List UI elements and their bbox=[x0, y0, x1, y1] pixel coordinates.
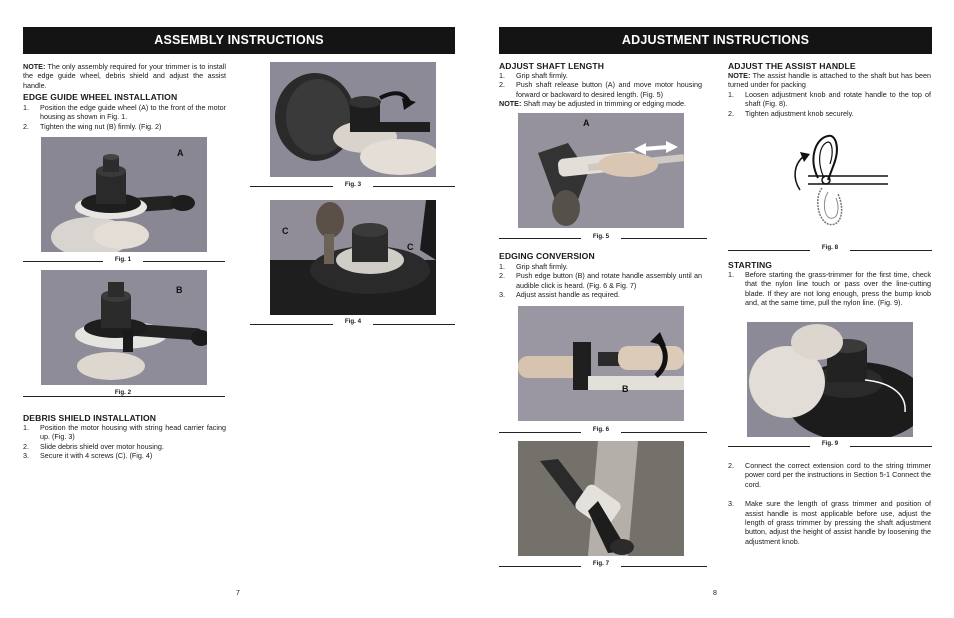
starting-steps bbox=[728, 270, 931, 308]
assist-handle-heading: ADJUST THE ASSIST HANDLE bbox=[728, 61, 856, 71]
list-item: 1. Grip shaft firmly. bbox=[499, 71, 568, 80]
list-item: 2. Slide debris shield over motor housing. bbox=[23, 441, 164, 451]
note-text: The assist handle is attached to the shaft but has been turned under for packing bbox=[728, 71, 931, 90]
list-item: 1. Loosen adjustment knob and rotate handle to the top of shaft (Fig. 8). bbox=[728, 90, 931, 109]
list-item: 3. Make sure the length of grass trimmer and position of assist handle is most applicable before use, adjust the length of grass trimmer by pressing the shaft adjustment button, adjust the height of assist handle by loosening the adjustment knob. bbox=[728, 499, 931, 546]
fig3-caption: Fig. 3 bbox=[333, 181, 373, 188]
list-item: 2. Push edge button (B) and rotate handle assembly until an audible click is heard. (Fig. 6 & Fig. 7) bbox=[499, 271, 702, 290]
starting-steps-continued bbox=[728, 461, 931, 546]
fig8-caption: Fig. 8 bbox=[810, 244, 850, 251]
fig4-caption: Fig. 4 bbox=[333, 318, 373, 325]
figure-7-image bbox=[518, 441, 684, 556]
figure-5-image bbox=[518, 113, 684, 228]
figure-8-diagram bbox=[788, 128, 888, 238]
fig2-label-b: B bbox=[176, 285, 183, 295]
note-text: The only assembly required for your trimmer is to install the edge guide wheel, debris shield and adjust the assist handle. bbox=[23, 62, 226, 90]
list-item: 1. Position the edge guide wheel (A) to the front of the motor housing as shown in Fig. 1. bbox=[23, 103, 226, 122]
edge-guide-steps bbox=[23, 103, 226, 131]
list-item: 3. Adjust assist handle as required. bbox=[499, 290, 620, 300]
debris-shield-heading: DEBRIS SHIELD INSTALLATION bbox=[23, 413, 157, 423]
figure-4-image bbox=[270, 200, 436, 315]
note-label: NOTE: bbox=[728, 71, 751, 80]
fig5-label-a: A bbox=[583, 118, 590, 128]
fig6-caption: Fig. 6 bbox=[581, 426, 621, 433]
fig1-label-a: A bbox=[177, 148, 184, 158]
assembly-note bbox=[23, 62, 226, 90]
starting-heading: STARTING bbox=[728, 260, 773, 270]
list-item: 2. Tighten the wing nut (B) firmly. (Fig. 2) bbox=[23, 121, 162, 131]
figure-3-image bbox=[270, 62, 436, 177]
adjustment-banner: ADJUSTMENT INSTRUCTIONS bbox=[499, 27, 932, 54]
edge-guide-heading: EDGE GUIDE WHEEL INSTALLATION bbox=[23, 92, 178, 102]
list-item: 1. Before starting the grass-trimmer for the first time, check that the nylon line touch or pass over the line-cutting blade. If they are not long enough, press the bump knob and, at the same time, pull the nylon line. (Fig. 9). bbox=[728, 270, 931, 308]
assembly-banner: ASSEMBLY INSTRUCTIONS bbox=[23, 27, 455, 54]
list-item: 2. Tighten adjustment knob securely. bbox=[728, 108, 854, 118]
debris-shield-steps bbox=[23, 423, 226, 461]
fig6-label-b: B bbox=[622, 384, 629, 394]
shaft-heading: ADJUST SHAFT LENGTH bbox=[499, 61, 605, 71]
note-label: NOTE: bbox=[23, 62, 46, 71]
assist-handle-note bbox=[728, 71, 931, 90]
shaft-note bbox=[499, 99, 709, 108]
figure-1-image bbox=[41, 137, 207, 252]
shaft-steps bbox=[499, 71, 702, 99]
assist-handle-steps bbox=[728, 90, 931, 118]
fig2-caption: Fig. 2 bbox=[103, 389, 143, 396]
fig4-label-c-right: C bbox=[407, 242, 414, 252]
fig9-caption: Fig. 9 bbox=[810, 440, 850, 447]
page-number-left: 7 bbox=[236, 590, 240, 597]
fig2-rule bbox=[23, 396, 225, 397]
fig7-caption: Fig. 7 bbox=[581, 560, 621, 567]
figure-9-image bbox=[747, 322, 913, 437]
figure-2-image bbox=[41, 270, 207, 385]
list-item: 3. Secure it with 4 screws (C). (Fig. 4) bbox=[23, 451, 153, 461]
fig4-label-c-left: C bbox=[282, 226, 289, 236]
list-item: 1. Position the motor housing with string head carrier facing up. (Fig. 3) bbox=[23, 423, 226, 442]
page-number-right: 8 bbox=[713, 590, 717, 597]
fig5-caption: Fig. 5 bbox=[581, 233, 621, 240]
figure-6-image bbox=[518, 306, 684, 421]
list-item: 2. Connect the correct extension cord to the string trimmer power cord per the instructions in Section 5-1 Connect the cord. bbox=[728, 461, 931, 489]
edging-steps bbox=[499, 262, 702, 300]
list-item: 2. Push shaft release button (A) and move motor housing forward or backward to desired length. (Fig. 5) bbox=[499, 80, 702, 99]
edging-heading: EDGING CONVERSION bbox=[499, 251, 595, 261]
fig1-caption: Fig. 1 bbox=[103, 256, 143, 263]
list-item: 1. Grip shaft firmly. bbox=[499, 262, 568, 271]
note-label: NOTE: bbox=[499, 99, 522, 108]
note-text: Shaft may be adjusted in trimming or edging mode. bbox=[521, 99, 686, 108]
